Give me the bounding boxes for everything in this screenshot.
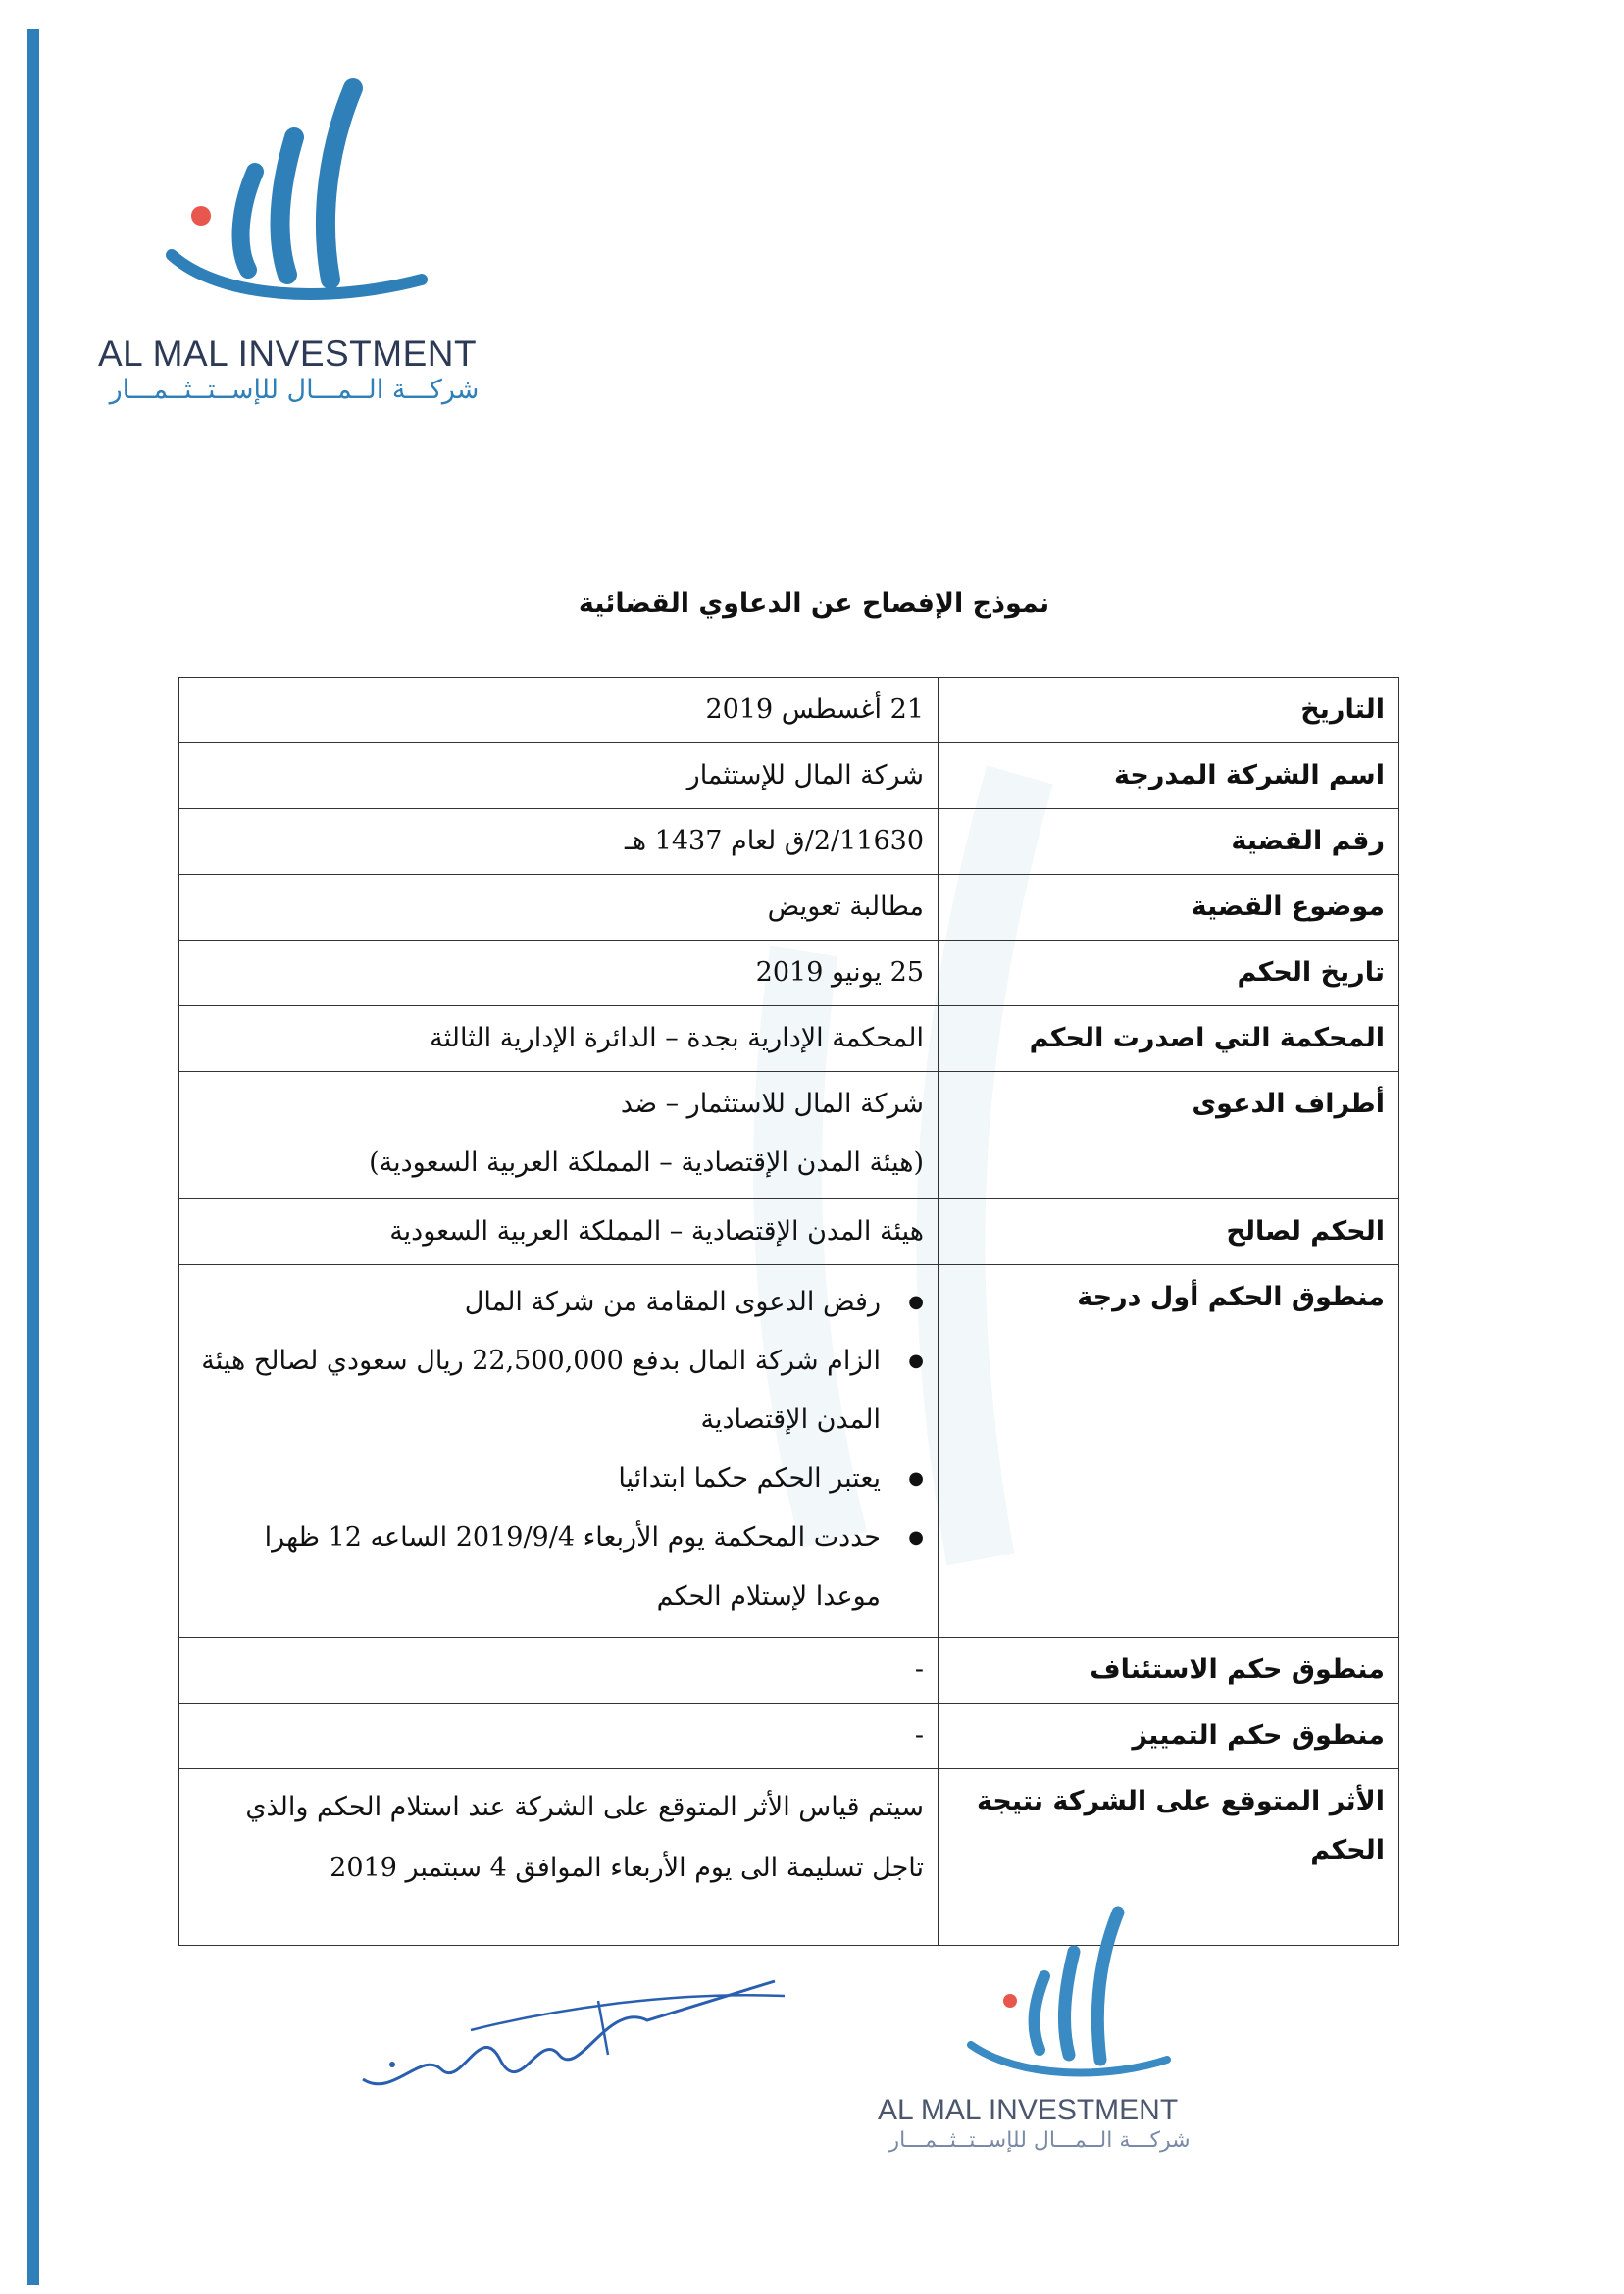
brand-name-en: AL MAL INVESTMENT	[98, 333, 478, 374]
table-row	[179, 678, 1399, 743]
row-value: -	[179, 1704, 939, 1769]
table-row	[179, 1265, 1399, 1638]
row-value: 21 أغسطس 2019	[179, 678, 939, 743]
side-accent-bar	[27, 29, 39, 2285]
row-label: التاريخ	[939, 678, 1399, 743]
al-mal-logo-icon	[162, 78, 436, 314]
row-label: الحكم لصالح	[939, 1199, 1399, 1265]
row-value: سيتم قياس الأثر المتوقع على الشركة عند استلام الحكم والذي تاجل تسليمة الى يوم الأربعاء الموافق 4 سبتمبر 2019	[179, 1769, 939, 1946]
brand-name-ar: شركـــة الــمـــال للإســتــثــمـــار	[109, 375, 480, 405]
table-row	[179, 875, 1399, 941]
party-line: (هيئة المدن الإقتصادية – المملكة العربية السعودية)	[369, 1147, 924, 1178]
handwritten-signature	[353, 1962, 794, 2109]
row-value: 2/11630/ق لعام 1437 هـ	[179, 809, 939, 875]
table-row	[179, 1199, 1399, 1265]
row-value: -	[179, 1638, 939, 1704]
row-label: منطوق حكم التمييز	[939, 1704, 1399, 1769]
row-label: رقم القضية	[939, 809, 1399, 875]
list-item: ● حددت المحكمة يوم الأربعاء 2019/9/4 الساعه 12 ظهرا موعدا لإستلام الحكم	[193, 1508, 885, 1626]
row-label: منطوق حكم الاستئناف	[939, 1638, 1399, 1704]
row-value: 25 يونيو 2019	[179, 941, 939, 1006]
row-label: تاريخ الحكم	[939, 941, 1399, 1006]
disclosure-table	[178, 677, 1399, 1946]
table-row	[179, 809, 1399, 875]
row-value: المحكمة الإدارية بجدة – الدائرة الإدارية الثالثة	[179, 1006, 939, 1072]
row-value: مطالبة تعويض	[179, 875, 939, 941]
list-item: ● رفض الدعوى المقامة من شركة المال	[193, 1273, 885, 1332]
row-value	[179, 1265, 939, 1638]
row-value: شركة المال للإستثمار	[179, 743, 939, 809]
table-row	[179, 1638, 1399, 1704]
row-value	[179, 1072, 939, 1199]
row-label: اسم الشركة المدرجة	[939, 743, 1399, 809]
table-row	[179, 1006, 1399, 1072]
table-row	[179, 1072, 1399, 1199]
party-line: شركة المال للاستثمار – ضد	[620, 1089, 924, 1119]
list-item: ● يعتبر الحكم حكما ابتدائيا	[193, 1450, 885, 1508]
stamp-brand-name-en: AL MAL INVESTMENT	[878, 2094, 1179, 2126]
row-label: المحكمة التي اصدرت الحكم	[939, 1006, 1399, 1072]
list-item: ● الزام شركة المال بدفع 22,500,000 ريال سعودي لصالح هيئة المدن الإقتصادية	[193, 1332, 885, 1450]
table-row	[179, 941, 1399, 1006]
row-label: موضوع القضية	[939, 875, 1399, 941]
table-row	[179, 1704, 1399, 1769]
row-value: هيئة المدن الإقتصادية – المملكة العربية السعودية	[179, 1199, 939, 1265]
row-label: الأثر المتوقع على الشركة نتيجة الحكم	[939, 1769, 1399, 1946]
table-row	[179, 1769, 1399, 1946]
table-row	[179, 743, 1399, 809]
document-title: نموذج الإفصاح عن الدعاوي القضائية	[578, 588, 1050, 619]
verdict-list	[193, 1273, 924, 1626]
row-label: منطوق الحكم أول درجة	[939, 1265, 1399, 1638]
stamp-brand-name-ar: شركـــة الــمـــال للإســتــثــمـــار	[888, 2128, 1191, 2153]
row-label: أطراف الدعوى	[939, 1072, 1399, 1199]
